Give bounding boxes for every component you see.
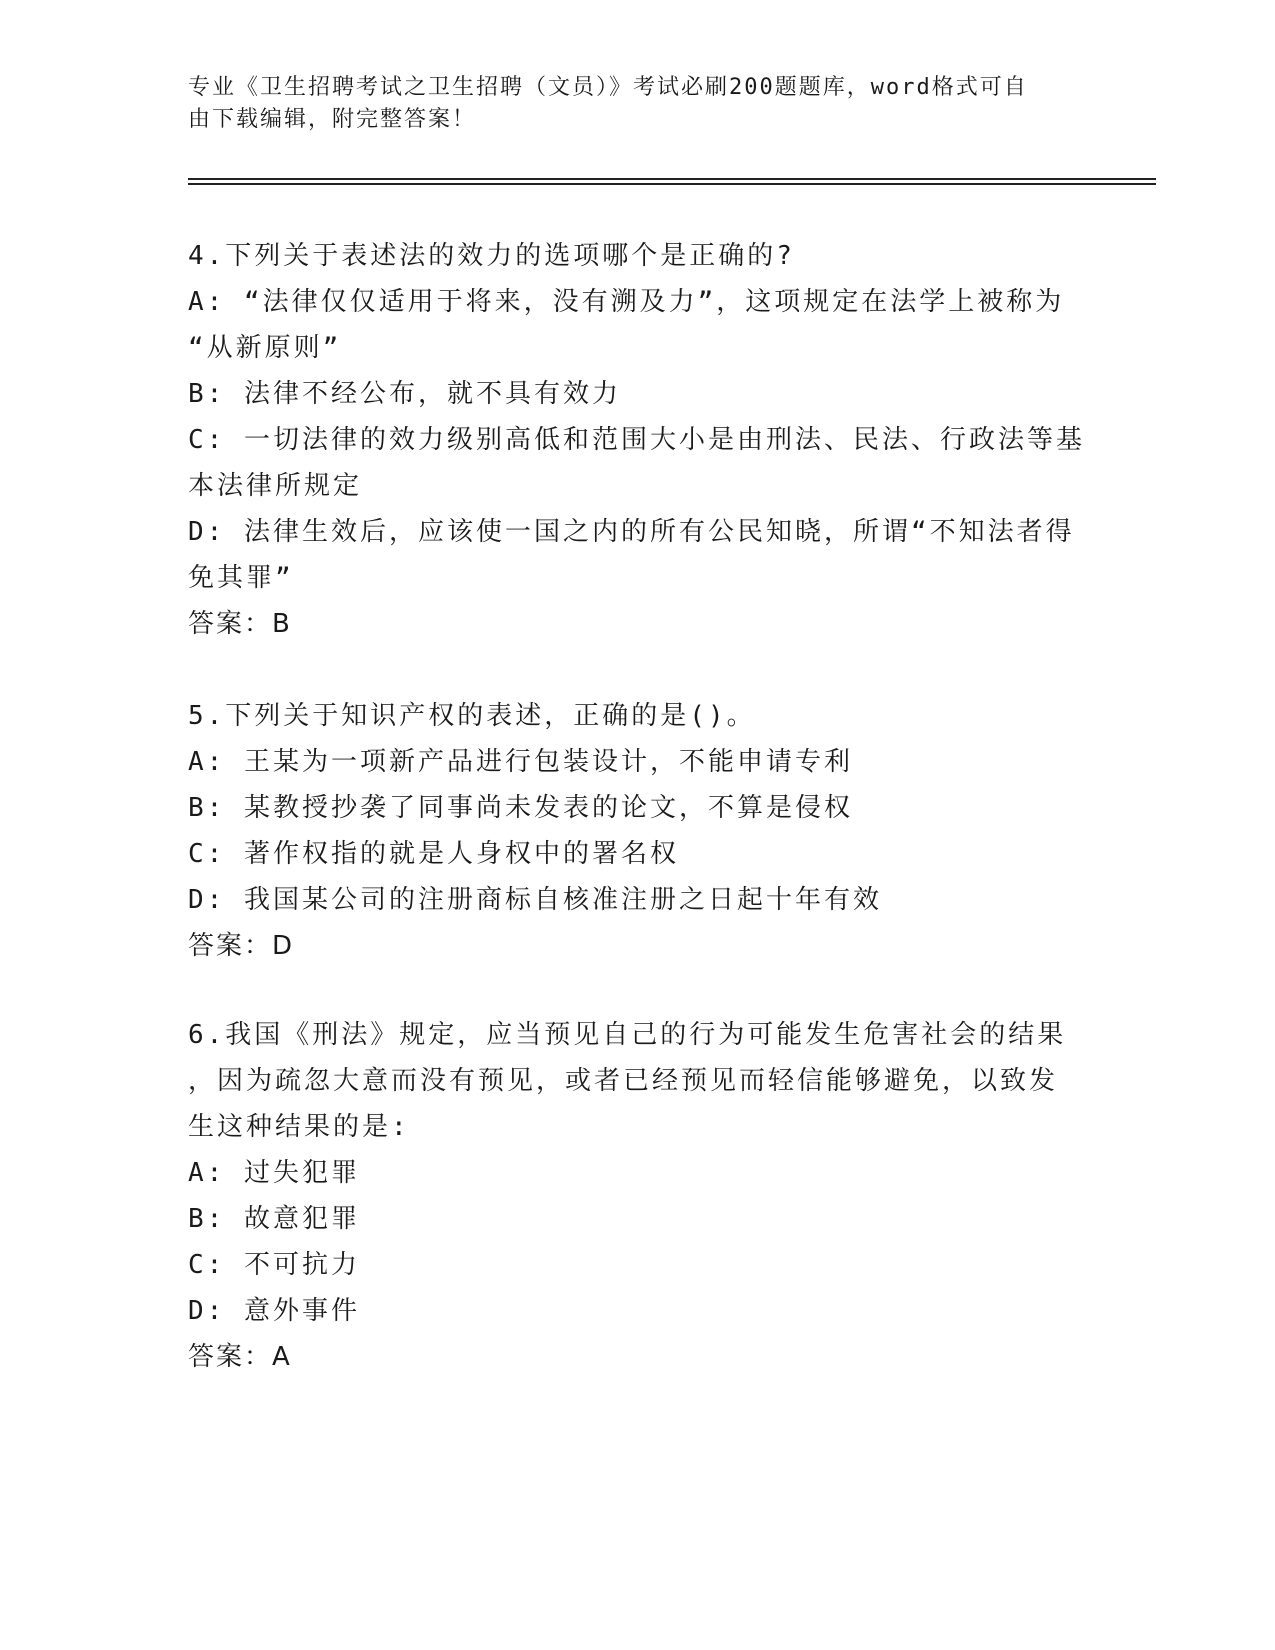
header-line-1: 专业《卫生招聘考试之卫生招聘（文员）》考试必刷200题题库，word格式可自 <box>188 75 1028 100</box>
option-a-continued: “从新原则” <box>188 333 342 363</box>
option-d: D: 意外事件 <box>188 1296 360 1326</box>
question-stem: 6.我国《刑法》规定，应当预见自己的行为可能发生危害社会的结果 <box>188 1020 1067 1050</box>
question-stem: 4.下列关于表述法的效力的选项哪个是正确的? <box>188 241 795 271</box>
option-d: D: 法律生效后，应该使一国之内的所有公民知晓，所谓“不知法者得 <box>188 517 1075 547</box>
option-c: C: 著作权指的就是人身权中的署名权 <box>188 839 679 869</box>
option-c: C: 不可抗力 <box>188 1250 360 1280</box>
header-line-2: 由下载编辑，附完整答案！ <box>188 107 477 132</box>
answer-line: 答案：D <box>188 931 295 961</box>
question-4 <box>188 233 1088 647</box>
option-b: B: 某教授抄袭了同事尚未发表的论文，不算是侵权 <box>188 793 853 823</box>
question-6 <box>188 1012 1088 1380</box>
answer-line: 答案：A <box>188 1342 292 1372</box>
option-a: A: “法律仅仅适用于将来，没有溯及力”，这项规定在法学上被称为 <box>188 287 1065 317</box>
option-a: A: 过失犯罪 <box>188 1158 360 1188</box>
option-b: B: 法律不经公布，就不具有效力 <box>188 379 621 409</box>
header-divider-top <box>188 178 1156 180</box>
question-stem-continued: 生这种结果的是: <box>188 1112 410 1142</box>
option-a: A: 王某为一项新产品进行包装设计，不能申请专利 <box>188 747 853 777</box>
option-c: C: 一切法律的效力级别高低和范围大小是由刑法、民法、行政法等基 <box>188 425 1085 455</box>
question-stem: 5.下列关于知识产权的表述，正确的是()。 <box>188 701 756 731</box>
question-5 <box>188 693 1088 969</box>
option-d-continued: 免其罪” <box>188 563 294 593</box>
option-b: B: 故意犯罪 <box>188 1204 360 1234</box>
question-stem-continued: ，因为疏忽大意而没有预见，或者已经预见而轻信能够避免，以致发 <box>188 1066 1059 1096</box>
header-divider-bottom <box>188 183 1156 185</box>
answer-line: 答案：B <box>188 609 292 639</box>
option-c-continued: 本法律所规定 <box>188 471 363 501</box>
document-header <box>188 72 1068 136</box>
option-d: D: 我国某公司的注册商标自核准注册之日起十年有效 <box>188 885 882 915</box>
